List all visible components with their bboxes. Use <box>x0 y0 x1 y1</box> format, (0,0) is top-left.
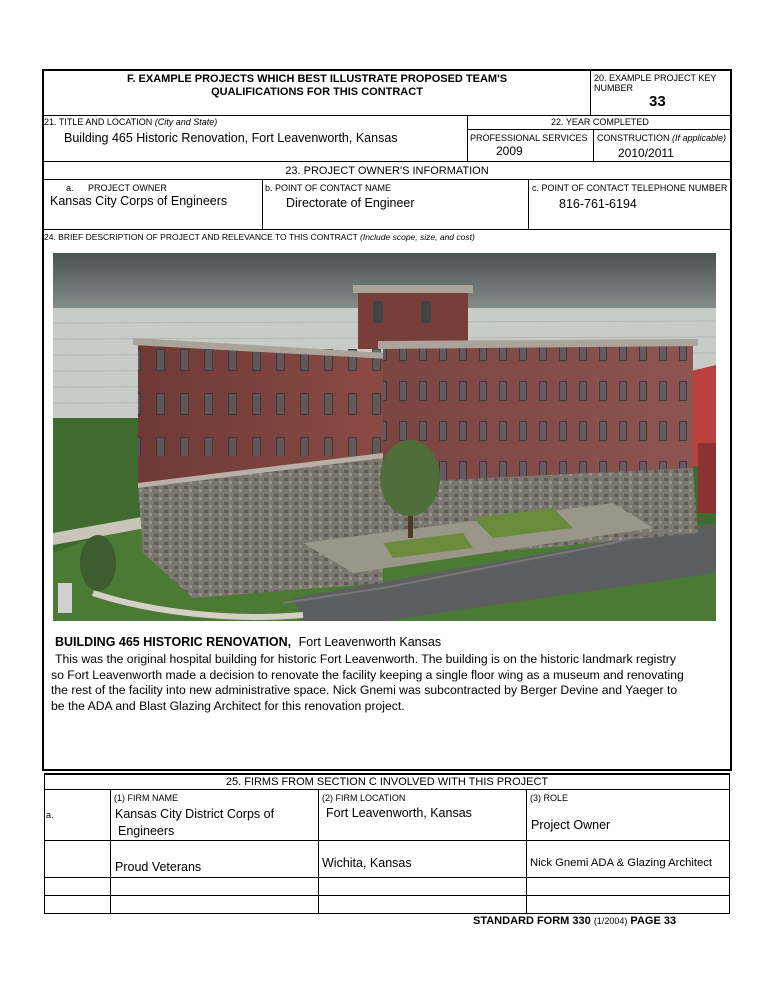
project-owner-value: Kansas City Corps of Engineers <box>50 194 228 208</box>
project-owner-info-title: 23. PROJECT OWNER'S INFORMATION <box>285 165 489 177</box>
row-a-letter: a. <box>46 810 54 820</box>
title-location-value: Building 465 Historic Renovation, Fort Leavenworth, Kansas <box>64 131 398 145</box>
key-label: 20. EXAMPLE PROJECT KEY <box>594 73 717 83</box>
description-body: This was the original hospital building for historic Fort Leavenworth. The building is on the historic landmark registry so Fort Leavenworth made a decision to renovate the facility keeping a single floor wing as a museum and renovating the rest of the facility into new administrative space. Nick Gnemi was subcontracted by Berger Devine and Yaeger to be the ADA and Blast Glazing Architect for this renovation project. <box>51 652 684 713</box>
form-title-line2: QUALIFICATIONS FOR THIS CONTRACT <box>211 86 423 98</box>
construction-label: CONSTRUCTION (If applicable) <box>597 133 727 143</box>
poc-name-value: Directorate of Engineer <box>286 196 415 210</box>
professional-services-year: 2009 <box>496 144 523 158</box>
year-completed-label: 22. YEAR COMPLETED <box>551 117 649 127</box>
form-footer: STANDARD FORM 330 (1/2004) PAGE 33 <box>473 915 677 927</box>
title-location-label: 21. TITLE AND LOCATION (City and State) <box>44 117 218 127</box>
firm-location-header: (2) FIRM LOCATION <box>322 793 406 803</box>
firm-name-1: Kansas City District Corps of Engineers <box>115 807 275 838</box>
description-heading: BUILDING 465 HISTORIC RENOVATION, Fort Leavenworth Kansas <box>55 635 442 649</box>
firm-name-2: Proud Veterans <box>115 860 202 874</box>
firm-name-header: (1) FIRM NAME <box>114 793 178 803</box>
firm-role-1: Project Owner <box>531 818 611 832</box>
firm-location-1: Fort Leavenworth, Kansas <box>326 806 472 820</box>
firms-section-title: 25. FIRMS FROM SECTION C INVOLVED WITH THIS PROJECT <box>225 776 549 788</box>
project-photo <box>53 253 716 621</box>
role-header: (3) ROLE <box>530 793 569 803</box>
project-key-number: 33 <box>649 93 666 110</box>
form-title-line1: F. EXAMPLE PROJECTS WHICH BEST ILLUSTRATE PROPOSED TEAM'S <box>126 73 508 85</box>
poc-phone-label: c. POINT OF CONTACT TELEPHONE NUMBER <box>532 183 728 193</box>
professional-services-label: PROFESSIONAL SERVICES <box>470 133 588 143</box>
construction-year: 2010/2011 <box>618 146 674 160</box>
poc-phone-value: 816-761-6194 <box>559 197 637 211</box>
firm-role-2: Nick Gnemi ADA & Glazing Architect <box>530 857 713 869</box>
poc-name-label: b. POINT OF CONTACT NAME <box>265 183 392 193</box>
firm-location-2: Wichita, Kansas <box>322 856 412 870</box>
project-owner-label: a. PROJECT OWNER <box>66 183 167 193</box>
description-label: 24. BRIEF DESCRIPTION OF PROJECT AND RELEVANCE TO THIS CONTRACT (Include scope, size, and cost) <box>44 232 475 242</box>
